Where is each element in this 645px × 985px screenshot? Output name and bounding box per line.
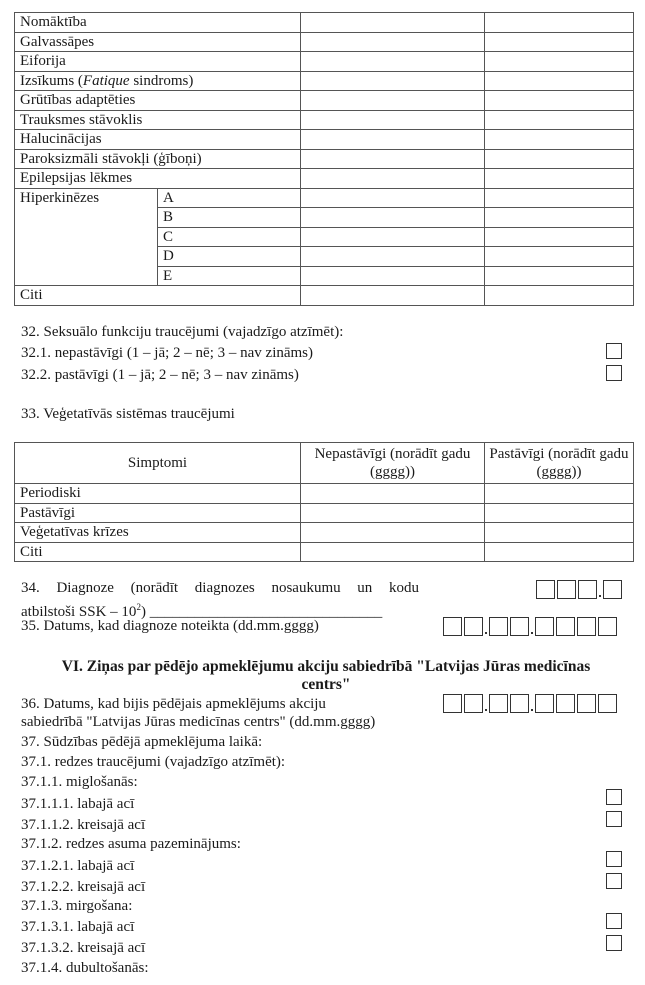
cell-input[interactable] [301,208,485,228]
table-row [15,32,634,52]
row-label: Halucinācijas [15,130,301,150]
cell-input[interactable] [485,208,634,228]
diagnosis-name-blank[interactable]: _______________________________ [149,604,383,620]
cell-input[interactable] [301,110,485,130]
row-label: Veģetatīvas krīzes [15,523,301,543]
cell-input[interactable] [485,52,634,72]
table-row [15,169,634,189]
cell-input[interactable] [485,71,634,91]
table-row [15,286,634,306]
cell-input[interactable] [485,32,634,52]
year-digit-box[interactable] [556,694,575,713]
row-label: Citi [15,542,301,562]
separator-dot [599,580,603,599]
code-digit-box[interactable] [557,580,576,599]
row-label: Paroksizmāli stāvokļi (ģīboņi) [15,149,301,169]
q36-line2: sabiedrībā "Latvijas Jūras medicīnas centrs" (dd.mm.gggg) [21,714,376,730]
cell-input[interactable] [485,149,634,169]
year-digit-box[interactable] [535,617,554,636]
q37-line: 37.1.3.1. labajā acī [21,919,135,935]
month-digit-box[interactable] [510,694,529,713]
cell-input[interactable] [301,286,485,306]
table-row [15,91,634,111]
day-digit-box[interactable] [464,694,483,713]
cell-input[interactable] [301,247,485,267]
month-digit-box[interactable] [489,694,508,713]
cell-input[interactable] [485,286,634,306]
q37-1-1-1-checkbox[interactable] [606,789,622,805]
cell-input[interactable] [485,484,634,504]
q37-line: 37.1.2. redzes asuma pazeminājums: [21,836,241,852]
subrow-label: D [158,247,301,267]
q37-line: 37.1.4. dubultošanās: [21,960,149,976]
row-label: Periodiski [15,484,301,504]
row-label: Citi [15,286,301,306]
cell-input[interactable] [301,266,485,286]
q37-line: 37.1.1.2. kreisajā acī [21,817,146,833]
cell-input[interactable] [485,247,634,267]
q37-line: 37.1.1. miglošanās: [21,774,138,790]
cell-input[interactable] [301,32,485,52]
vegetative-table [14,442,634,562]
subrow-label: A [158,188,301,208]
cell-input[interactable] [301,91,485,111]
label-part: Izsīkums ( [20,72,83,89]
code-digit-box[interactable] [536,580,555,599]
cell-input[interactable] [301,484,485,504]
row-label: Grūtības adaptēties [15,91,301,111]
subrow-label: B [158,208,301,228]
day-digit-box[interactable] [443,617,462,636]
q32-title: 32. Seksuālo funkciju traucējumi (vajadzīgo atzīmēt): [21,324,344,340]
month-digit-box[interactable] [489,617,508,636]
cell-input[interactable] [485,188,634,208]
cell-input[interactable] [485,266,634,286]
q37-1-1-2-checkbox[interactable] [606,811,622,827]
q34-text: ) [140,604,146,620]
table-header-row [15,443,634,484]
cell-input[interactable] [301,149,485,169]
symptom-table [14,12,634,306]
day-digit-box[interactable] [464,617,483,636]
year-digit-box[interactable] [598,617,617,636]
cell-input[interactable] [485,503,634,523]
q33-title: 33. Veģetatīvās sistēmas traucējumi [21,406,235,422]
q34-superscript: 2 [136,602,141,612]
last-visit-date-boxes [443,694,619,713]
cell-input[interactable] [485,523,634,543]
cell-input[interactable] [301,52,485,72]
diagnosis-code-boxes [536,580,624,599]
q37-line: 37.1.3.2. kreisajā acī [21,940,146,956]
subrow-label: E [158,266,301,286]
diagnosis-date-boxes [443,617,619,636]
table-row [15,110,634,130]
table-row [15,188,634,208]
table-row [15,503,634,523]
cell-input[interactable] [301,227,485,247]
separator-dot [485,694,489,713]
cell-input[interactable] [301,188,485,208]
q35-label: 35. Datums, kad diagnoze noteikta (dd.mm.gggg) [21,618,319,634]
q37-1-3-1-checkbox[interactable] [606,913,622,929]
cell-input[interactable] [301,169,485,189]
cell-input[interactable] [485,91,634,111]
separator-dot [531,694,535,713]
subrow-label: C [158,227,301,247]
column-header: Pastāvīgi (norādīt gadu (gggg)) [485,443,634,484]
table-row [15,542,634,562]
label-part: sindroms) [129,72,194,89]
year-digit-box[interactable] [556,617,575,636]
row-label: Epilepsijas lēkmes [15,169,301,189]
year-digit-box[interactable] [577,617,596,636]
month-digit-box[interactable] [510,617,529,636]
q37-title: 37. Sūdzības pēdējā apmeklējuma laikā: [21,734,263,750]
cell-input[interactable] [485,542,634,562]
q34-line1: 34. Diagnoze (norādīt diagnozes nosaukumu un kodu [21,580,419,596]
row-label: Eiforija [15,52,301,72]
cell-input[interactable] [301,542,485,562]
label-italic: Fatique [82,72,130,89]
q32-1-checkbox[interactable] [606,343,622,359]
cell-input[interactable] [485,169,634,189]
row-label: Pastāvīgi [15,503,301,523]
q32-item: 32.2. pastāvīgi (1 – jā; 2 – nē; 3 – nav zināms) [21,367,299,383]
cell-input[interactable] [301,13,485,33]
table-row [15,149,634,169]
cell-input[interactable] [485,130,634,150]
row-label: Nomāktība [15,13,301,33]
row-label [15,71,301,91]
cell-input[interactable] [485,13,634,33]
q36-line1: 36. Datums, kad bijis pēdējais apmeklējums akciju [21,696,326,712]
q34-text: atbilstoši SSK – 10 [21,604,137,620]
column-header: Simptomi [15,443,301,484]
q32-2-checkbox[interactable] [606,365,622,381]
cell-input[interactable] [301,71,485,91]
table-row [15,71,634,91]
cell-input[interactable] [301,503,485,523]
cell-input[interactable] [485,110,634,130]
cell-input[interactable] [485,227,634,247]
cell-input[interactable] [301,523,485,543]
q37-sub1: 37.1. redzes traucējumi (vajadzīgo atzīmēt): [21,754,286,770]
year-digit-box[interactable] [577,694,596,713]
year-digit-box[interactable] [535,694,554,713]
code-digit-box[interactable] [578,580,597,599]
q37-1-3-2-checkbox[interactable] [606,935,622,951]
q37-line: 37.1.2.1. labajā acī [21,858,135,874]
separator-dot [531,617,535,636]
cell-input[interactable] [301,130,485,150]
q32-item: 32.1. nepastāvīgi (1 – jā; 2 – nē; 3 – nav zināms) [21,345,314,361]
hyperkinesis-label: Hiperkinēzes [15,188,158,286]
separator-dot [485,617,489,636]
q37-line: 37.1.2.2. kreisajā acī [21,879,146,895]
section-heading: VI. Ziņas par pēdējo apmeklējumu akciju sabiedrībā "Latvijas Jūras medicīnas [61,658,591,675]
table-row [15,52,634,72]
row-label: Galvassāpes [15,32,301,52]
q37-line: 37.1.3. mirgošana: [21,898,133,914]
table-row [15,130,634,150]
table-row [15,523,634,543]
row-label: Trauksmes stāvoklis [15,110,301,130]
section-heading: centrs" [301,676,351,693]
day-digit-box[interactable] [443,694,462,713]
table-row [15,484,634,504]
q37-line: 37.1.1.1. labajā acī [21,796,135,812]
column-header: Nepastāvīgi (norādīt gadu (gggg)) [301,443,485,484]
code-digit-box[interactable] [603,580,622,599]
year-digit-box[interactable] [598,694,617,713]
q37-1-2-1-checkbox[interactable] [606,851,622,867]
q37-1-2-2-checkbox[interactable] [606,873,622,889]
table-row [15,13,634,33]
